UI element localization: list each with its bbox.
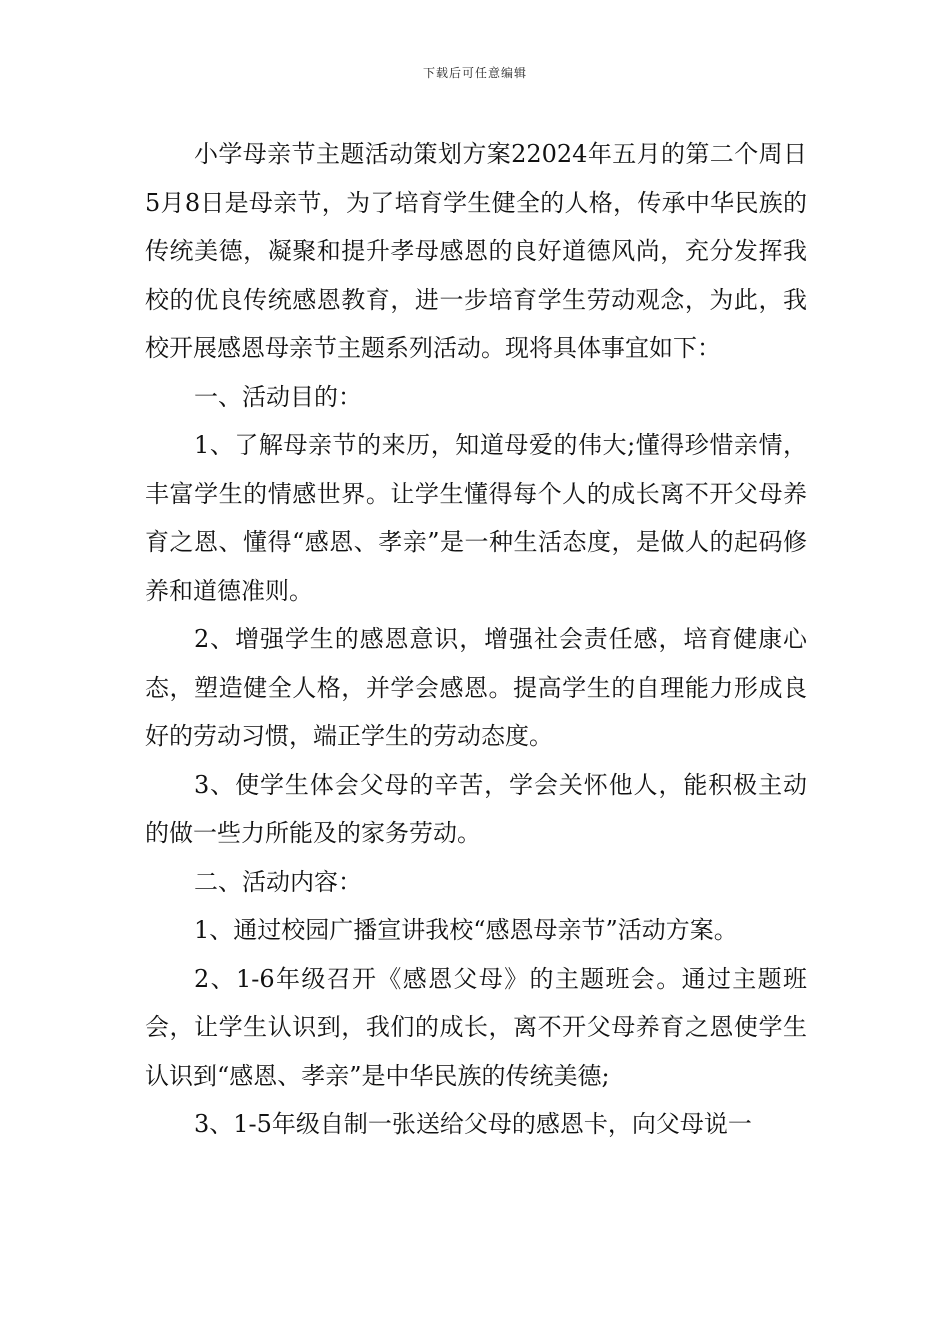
section-heading-content: 二、活动内容： xyxy=(194,867,362,896)
goal-item-3: 3、使学生体会父母的辛苦，学会关怀他人，能积极主动的做一些力所能及的家务劳动。 xyxy=(145,770,807,847)
section-heading-goals: 一、活动目的： xyxy=(194,382,362,411)
content-item-1: 1、通过校园广播宣讲我校“感恩母亲节”活动方案。 xyxy=(194,916,738,944)
intro-paragraph: 小学母亲节主题活动策划方案22024年五月的第二个周日5月8日是母亲节，为了培育学生健全的人格，传承中华民族的传统美德，凝聚和提升孝母感恩的良好道德风尚，充分发挥我校的优良传统感恩教育，进一步培育学生劳动观念，为此，我校开展感恩母亲节主题系列活动。现将具体事宜如下： xyxy=(145,140,807,362)
goal-item-1: 1、了解母亲节的来历，知道母爱的伟大;懂得珍惜亲情，丰富学生的情感世界。让学生懂得每个人的成长离不开父母养育之恩、懂得“感恩、孝亲”是一种生活态度，是做人的起码修养和道德准则。 xyxy=(145,431,807,605)
content-item-2: 2、1-6年级召开《感恩父母》的主题班会。通过主题班会，让学生认识到，我们的成长，离不开父母养育之恩使学生认识到“感恩、孝亲”是中华民族的传统美德; xyxy=(145,964,807,1090)
page-header: 下载后可任意编辑 xyxy=(422,66,527,80)
content-item-3: 3、1-5年级自制一张送给父母的感恩卡，向父母说一 xyxy=(194,1110,752,1138)
goal-item-2: 2、增强学生的感恩意识，增强社会责任感，培育健康心态，塑造健全人格，并学会感恩。提高学生的自理能力形成良好的劳动习惯，端正学生的劳动态度。 xyxy=(145,625,807,750)
document-body xyxy=(145,130,807,1149)
